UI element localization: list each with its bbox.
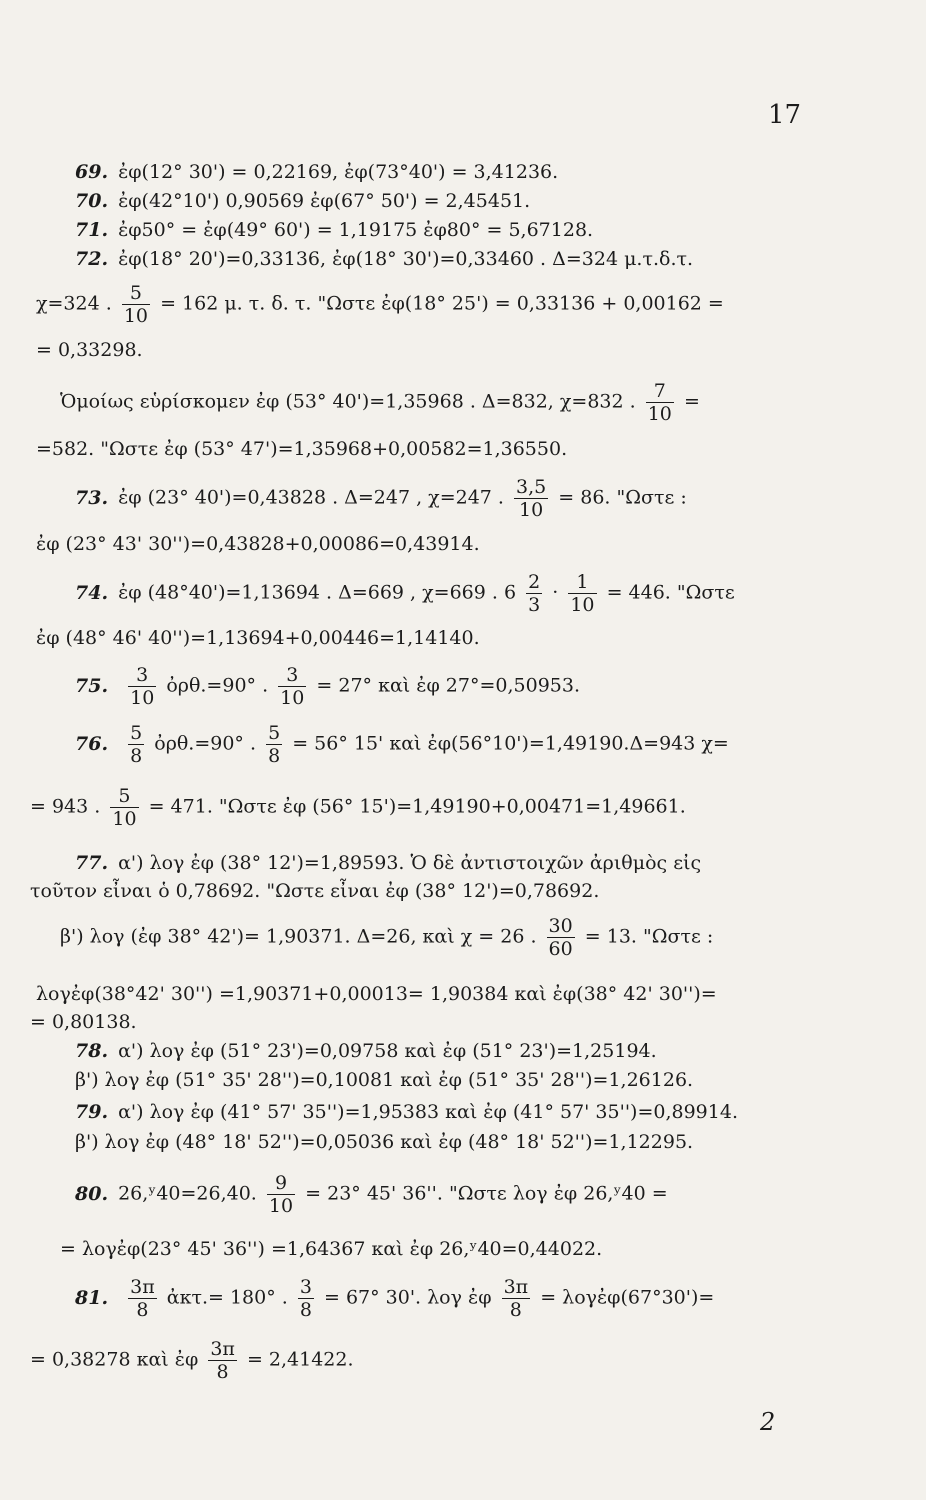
denominator: 3: [528, 594, 541, 616]
denominator: 10: [268, 1195, 294, 1217]
item-77: [75, 851, 701, 875]
item-text: ἐφ(42°10') 0,90569 ἐφ(67° 50') = 2,45451.: [118, 190, 531, 212]
item-text: α') λογ ἐφ (38° 12')=1,89593. Ὁ δὲ ἀντιστοιχῶν ἀριθμὸς εἰς: [118, 852, 702, 874]
text-post: = 23° 45' 36''. "Ωστε λογ ἐφ 26,ʸ40 =: [305, 1182, 668, 1205]
text-post: = 56° 15' καὶ ἐφ(56°10')=1,49190.Δ=943 χ=: [292, 732, 729, 755]
item-74: [75, 571, 735, 616]
item-72: [75, 247, 693, 271]
signature-mark: 2: [760, 1408, 776, 1436]
numerator: 5: [122, 282, 150, 305]
item-number: 71.: [75, 219, 109, 241]
text-post: = 86. "Ωστε :: [558, 486, 687, 509]
fraction: [278, 664, 306, 709]
numerator: 3: [278, 664, 306, 687]
line-79-b: β') λογ ἐφ (48° 18' 52'')=0,05036 καὶ ἐφ (48° 18' 52'')=1,12295.: [75, 1131, 694, 1153]
text-mid: ὀρθ.=90° .: [154, 732, 257, 755]
text-pre: β') λογ (ἐφ 38° 42')= 1,90371. Δ=26, καὶ χ = 26 .: [60, 925, 537, 948]
numerator: 2: [528, 571, 541, 593]
numerator: 3π: [210, 1338, 235, 1360]
numerator: 3: [128, 664, 156, 687]
numerator: 30: [548, 915, 573, 937]
fraction: [526, 571, 542, 616]
line-72-b: [36, 282, 724, 327]
fraction: [502, 1276, 531, 1321]
dot-operator: ·: [552, 581, 559, 604]
fraction: [646, 380, 674, 425]
line-81-b: [30, 1338, 354, 1383]
item-71: [75, 218, 593, 242]
item-76: [75, 722, 729, 767]
item-text: α') λογ ἐφ (41° 57' 35'')=1,95383 καὶ ἐφ (41° 57' 35'')=0,89914.: [118, 1101, 738, 1123]
item-79: [75, 1100, 738, 1124]
item-number: 75.: [75, 674, 109, 697]
text-pre: 26,ʸ40=26,40.: [118, 1182, 257, 1205]
denominator: 8: [136, 1299, 149, 1321]
fraction: [208, 1338, 237, 1383]
fraction: [514, 476, 548, 521]
text-post: = 13. "Ωστε :: [584, 925, 714, 948]
item-number: 77.: [75, 852, 109, 874]
denominator: 10: [112, 808, 137, 830]
text-post: = 446. "Ωστε: [606, 581, 735, 604]
line-72-d: [60, 380, 700, 425]
numerator: 5: [130, 722, 143, 744]
denominator: 10: [123, 305, 149, 327]
item-text: ἐφ(12° 30') = 0,22169, ἐφ(73°40') = 3,41236.: [118, 161, 559, 183]
item-number: 81.: [75, 1286, 109, 1309]
item-number: 69.: [75, 161, 109, 183]
denominator: 8: [130, 745, 143, 767]
text-pre: ἐφ (48°40')=1,13694 . Δ=669 , χ=669 . 6: [118, 581, 517, 604]
numerator: 5: [268, 722, 281, 744]
line-78-b: β') λογ ἐφ (51° 35' 28'')=0,10081 καὶ ἐφ (51° 35' 28'')=1,26126.: [75, 1069, 694, 1091]
text-post: = 2,41422.: [246, 1348, 354, 1371]
item-number: 70.: [75, 190, 109, 212]
text-post: = 471. "Ωστε ἐφ (56° 15')=1,49190+0,00471=1,49661.: [148, 795, 686, 818]
numerator: 3,5: [516, 476, 547, 498]
line-76-b: [30, 785, 686, 830]
item-number: 79.: [75, 1101, 109, 1123]
item-text: ἐφ50° = ἐφ(49° 60') = 1,19175 ἐφ80° = 5,67128.: [118, 219, 594, 241]
line-80-b: = λογἐφ(23° 45' 36'') =1,64367 καὶ ἐφ 26,ʸ40=0,44022.: [60, 1238, 603, 1260]
line-77-d: λογἐφ(38°42' 30'') =1,90371+0,00013= 1,90384 καὶ ἐφ(38° 42' 30'')=: [36, 983, 717, 1005]
text-post: = 162 μ. τ. δ. τ. "Ωστε ἐφ(18° 25') = 0,33136 + 0,00162 =: [160, 292, 724, 315]
text-pre: Ὁμοίως εὑρίσκομεν ἐφ (53° 40')=1,35968 . Δ=832, χ=832 .: [60, 390, 636, 413]
item-number: 73.: [75, 486, 109, 509]
fraction: [122, 282, 150, 327]
numerator: 7: [646, 380, 674, 403]
fraction: [298, 1276, 314, 1321]
item-81: [75, 1276, 714, 1321]
denominator: 10: [570, 594, 595, 616]
item-69: [75, 160, 558, 184]
line-72-c: = 0,33298.: [36, 339, 143, 361]
item-78: [75, 1039, 657, 1063]
fraction: [568, 571, 596, 616]
item-text: α') λογ ἐφ (51° 23')=0,09758 καὶ ἐφ (51° 23')=1,25194.: [118, 1040, 657, 1062]
fraction: [128, 722, 144, 767]
denominator: 8: [299, 1299, 312, 1321]
text-mid: = 67° 30'. λογ ἐφ: [323, 1286, 492, 1309]
text-mid: ὀρθ.=90° .: [166, 674, 269, 697]
numerator: 3: [299, 1276, 312, 1298]
text-pre: ἐφ (23° 40')=0,43828 . Δ=247 , χ=247 .: [118, 486, 504, 509]
fraction: [110, 785, 138, 830]
line-73-b: ἐφ (23° 43' 30'')=0,43828+0,00086=0,43914.: [36, 533, 480, 555]
item-70: [75, 189, 530, 213]
line-77-c: [60, 915, 713, 960]
numerator: 3π: [130, 1276, 155, 1298]
item-number: 80.: [75, 1182, 109, 1205]
item-number: 74.: [75, 581, 109, 604]
denominator: 10: [130, 687, 155, 709]
item-number: 72.: [75, 248, 109, 270]
text-mid: ἀκτ.= 180° .: [166, 1286, 288, 1309]
denominator: 10: [519, 499, 544, 521]
item-number: 78.: [75, 1040, 109, 1062]
fraction: [128, 1276, 157, 1321]
denominator: 8: [509, 1299, 522, 1321]
text-pre: χ=324 .: [36, 292, 112, 315]
denominator: 8: [216, 1361, 229, 1383]
item-73: [75, 476, 687, 521]
fraction: [266, 722, 282, 767]
text-pre: = 0,38278 καὶ ἐφ: [30, 1348, 199, 1371]
numerator: 9: [267, 1172, 295, 1195]
item-80: [75, 1172, 668, 1217]
line-77-b: τοῦτον εἶναι ὁ 0,78692. "Ωστε εἶναι ἐφ (38° 12')=0,78692.: [30, 880, 600, 902]
text-pre: = 943 .: [30, 795, 101, 818]
numerator: 1: [568, 571, 596, 594]
item-text: ἐφ(18° 20')=0,33136, ἐφ(18° 30')=0,33460 . Δ=324 μ.τ.δ.τ.: [118, 248, 694, 270]
fraction: [128, 664, 156, 709]
page-number: 17: [768, 100, 802, 130]
text-post: =: [683, 390, 700, 413]
numerator: 3π: [503, 1276, 529, 1298]
item-75: [75, 664, 580, 709]
numerator: 5: [110, 785, 138, 808]
denominator: 10: [280, 687, 305, 709]
text-post: = λογἐφ(67°30')=: [540, 1286, 715, 1309]
denominator: 10: [647, 403, 672, 425]
line-74-b: ἐφ (48° 46' 40'')=1,13694+0,00446=1,14140.: [36, 627, 480, 649]
text-post: = 27° καὶ ἐφ 27°=0,50953.: [316, 674, 581, 697]
fraction: [267, 1172, 295, 1217]
line-77-e: = 0,80138.: [30, 1011, 137, 1033]
denominator: 8: [268, 745, 281, 767]
fraction: [547, 915, 575, 960]
line-72-e: =582. "Ωστε ἐφ (53° 47')=1,35968+0,00582=1,36550.: [36, 438, 568, 460]
denominator: 60: [548, 938, 573, 960]
item-number: 76.: [75, 732, 109, 755]
